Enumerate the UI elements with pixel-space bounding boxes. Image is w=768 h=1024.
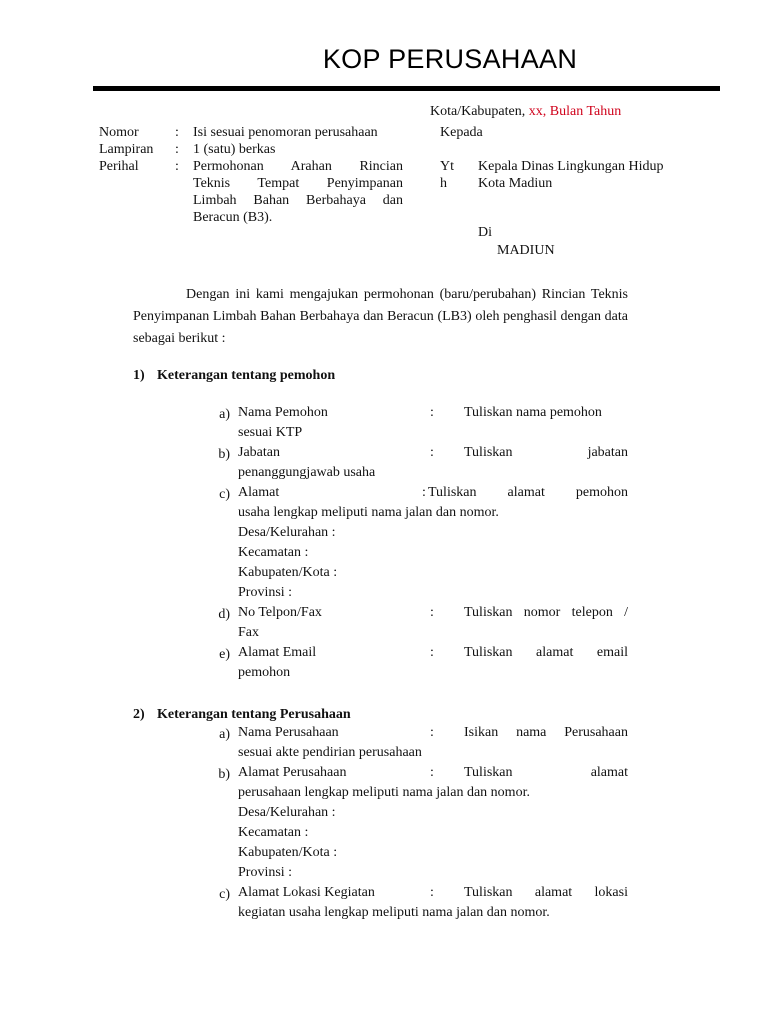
letterhead-rule: [93, 86, 720, 91]
perihal-line: Beracun (B3).: [193, 210, 273, 225]
field-value: Tuliskan alamat email: [464, 645, 628, 660]
nomor-value: Isi sesuai penomoran perusahaan: [193, 125, 378, 140]
field-value: Tuliskan alamat pemohon: [428, 485, 628, 500]
address-detail: Desa/Kelurahan :: [238, 805, 336, 820]
date-city: Kota/Kabupaten,: [430, 104, 529, 119]
field-continuation: sesuai akte pendirian perusahaan: [238, 745, 422, 760]
item-label: c): [219, 887, 230, 902]
field-row-alamat-perusahaan: [238, 763, 628, 783]
perihal-label: Perihal: [99, 159, 139, 174]
date-placeholder: xx, Bulan Tahun: [528, 104, 622, 119]
address-detail: Kabupaten/Kota :: [238, 845, 338, 860]
recipient-city: MADIUN: [497, 243, 555, 258]
field-name: Jabatan: [238, 445, 280, 460]
section2-number: 2): [133, 707, 145, 722]
perihal-value: [193, 158, 403, 226]
address-detail: Provinsi :: [238, 865, 293, 880]
field-value: Tuliskan nama pemohon: [464, 405, 602, 420]
field-value: Isikan nama Perusahaan: [464, 725, 628, 740]
field-row-telpon: [238, 603, 628, 623]
field-value: Tuliskan alamat: [464, 765, 628, 780]
nomor-colon: :: [175, 125, 179, 140]
address-detail: Desa/Kelurahan :: [238, 525, 336, 540]
field-colon: :: [430, 605, 434, 620]
date-line: [430, 103, 621, 120]
intro-paragraph: Dengan ini kami mengajukan permohonan (baru/perubahan) Rincian Teknis Penyimpanan Limbah Bahan Berbahaya dan Beracun (LB3) oleh penghasil dengan data sebagai berikut :: [133, 287, 628, 346]
field-continuation: sesuai KTP: [238, 425, 303, 440]
recipient-kepada: Kepada: [440, 125, 483, 140]
field-name: Alamat Email: [238, 645, 317, 660]
field-name: Alamat: [238, 485, 280, 500]
recipient-yth-part2: h: [440, 176, 447, 191]
lampiran-label: Lampiran: [99, 142, 154, 157]
recipient-line2: Kota Madiun: [478, 176, 553, 191]
address-detail: Provinsi :: [238, 585, 293, 600]
item-label: e): [219, 647, 230, 662]
field-colon: :: [430, 725, 434, 740]
field-name: Nama Perusahaan: [238, 725, 339, 740]
item-label: a): [219, 727, 230, 742]
perihal-colon: :: [175, 159, 179, 174]
field-name: Alamat Perusahaan: [238, 765, 347, 780]
section2-title: Keterangan tentang Perusahaan: [157, 707, 351, 722]
field-continuation: perusahaan lengkap meliputi nama jalan dan nomor.: [238, 785, 530, 800]
address-detail: Kabupaten/Kota :: [238, 565, 338, 580]
item-label: a): [219, 407, 230, 422]
field-colon: :: [430, 885, 434, 900]
nomor-label: Nomor: [99, 125, 139, 140]
field-continuation: penanggungjawab usaha: [238, 465, 376, 480]
field-colon: :: [430, 445, 434, 460]
recipient-di: Di: [478, 225, 492, 240]
address-detail: Kecamatan :: [238, 825, 309, 840]
field-continuation: usaha lengkap meliputi nama jalan dan nomor.: [238, 505, 499, 520]
field-continuation: Fax: [238, 625, 259, 640]
field-row-nama-perusahaan: [238, 723, 628, 743]
field-row-lokasi-kegiatan: [238, 883, 628, 903]
field-colon: :: [422, 485, 426, 500]
field-continuation: kegiatan usaha lengkap meliputi nama jalan dan nomor.: [238, 905, 550, 920]
field-colon: :: [430, 405, 434, 420]
item-label: c): [219, 487, 230, 502]
section1-number: 1): [133, 368, 145, 383]
field-row-jabatan: [238, 443, 628, 463]
address-detail: Kecamatan :: [238, 545, 309, 560]
field-continuation: pemohon: [238, 665, 291, 680]
lampiran-value: 1 (satu) berkas: [193, 142, 276, 157]
field-row-nama-pemohon: [238, 403, 628, 423]
recipient-yth-part1: Yt: [440, 159, 454, 174]
item-label: b): [218, 767, 230, 782]
perihal-line: Permohonan Arahan Rincian: [193, 159, 403, 174]
item-label: d): [218, 607, 230, 622]
field-colon: :: [430, 645, 434, 660]
perihal-line: Limbah Bahan Berbahaya dan: [193, 193, 403, 208]
lampiran-colon: :: [175, 142, 179, 157]
recipient-line1: Kepala Dinas Lingkungan Hidup: [478, 159, 664, 174]
field-value: Tuliskan nomor telepon /: [464, 605, 628, 620]
letterhead-title: KOP PERUSAHAAN: [322, 44, 578, 74]
field-value: Tuliskan alamat lokasi: [464, 885, 628, 900]
field-row-alamat: [238, 483, 628, 503]
section1-title: Keterangan tentang pemohon: [157, 368, 336, 383]
perihal-line: Teknis Tempat Penyimpanan: [193, 176, 403, 191]
field-row-email: [238, 643, 628, 663]
field-name: Alamat Lokasi Kegiatan: [238, 885, 375, 900]
item-label: b): [218, 447, 230, 462]
field-name: Nama Pemohon: [238, 405, 328, 420]
field-colon: :: [430, 765, 434, 780]
field-name: No Telpon/Fax: [238, 605, 322, 620]
field-value: Tuliskan jabatan: [464, 445, 628, 460]
